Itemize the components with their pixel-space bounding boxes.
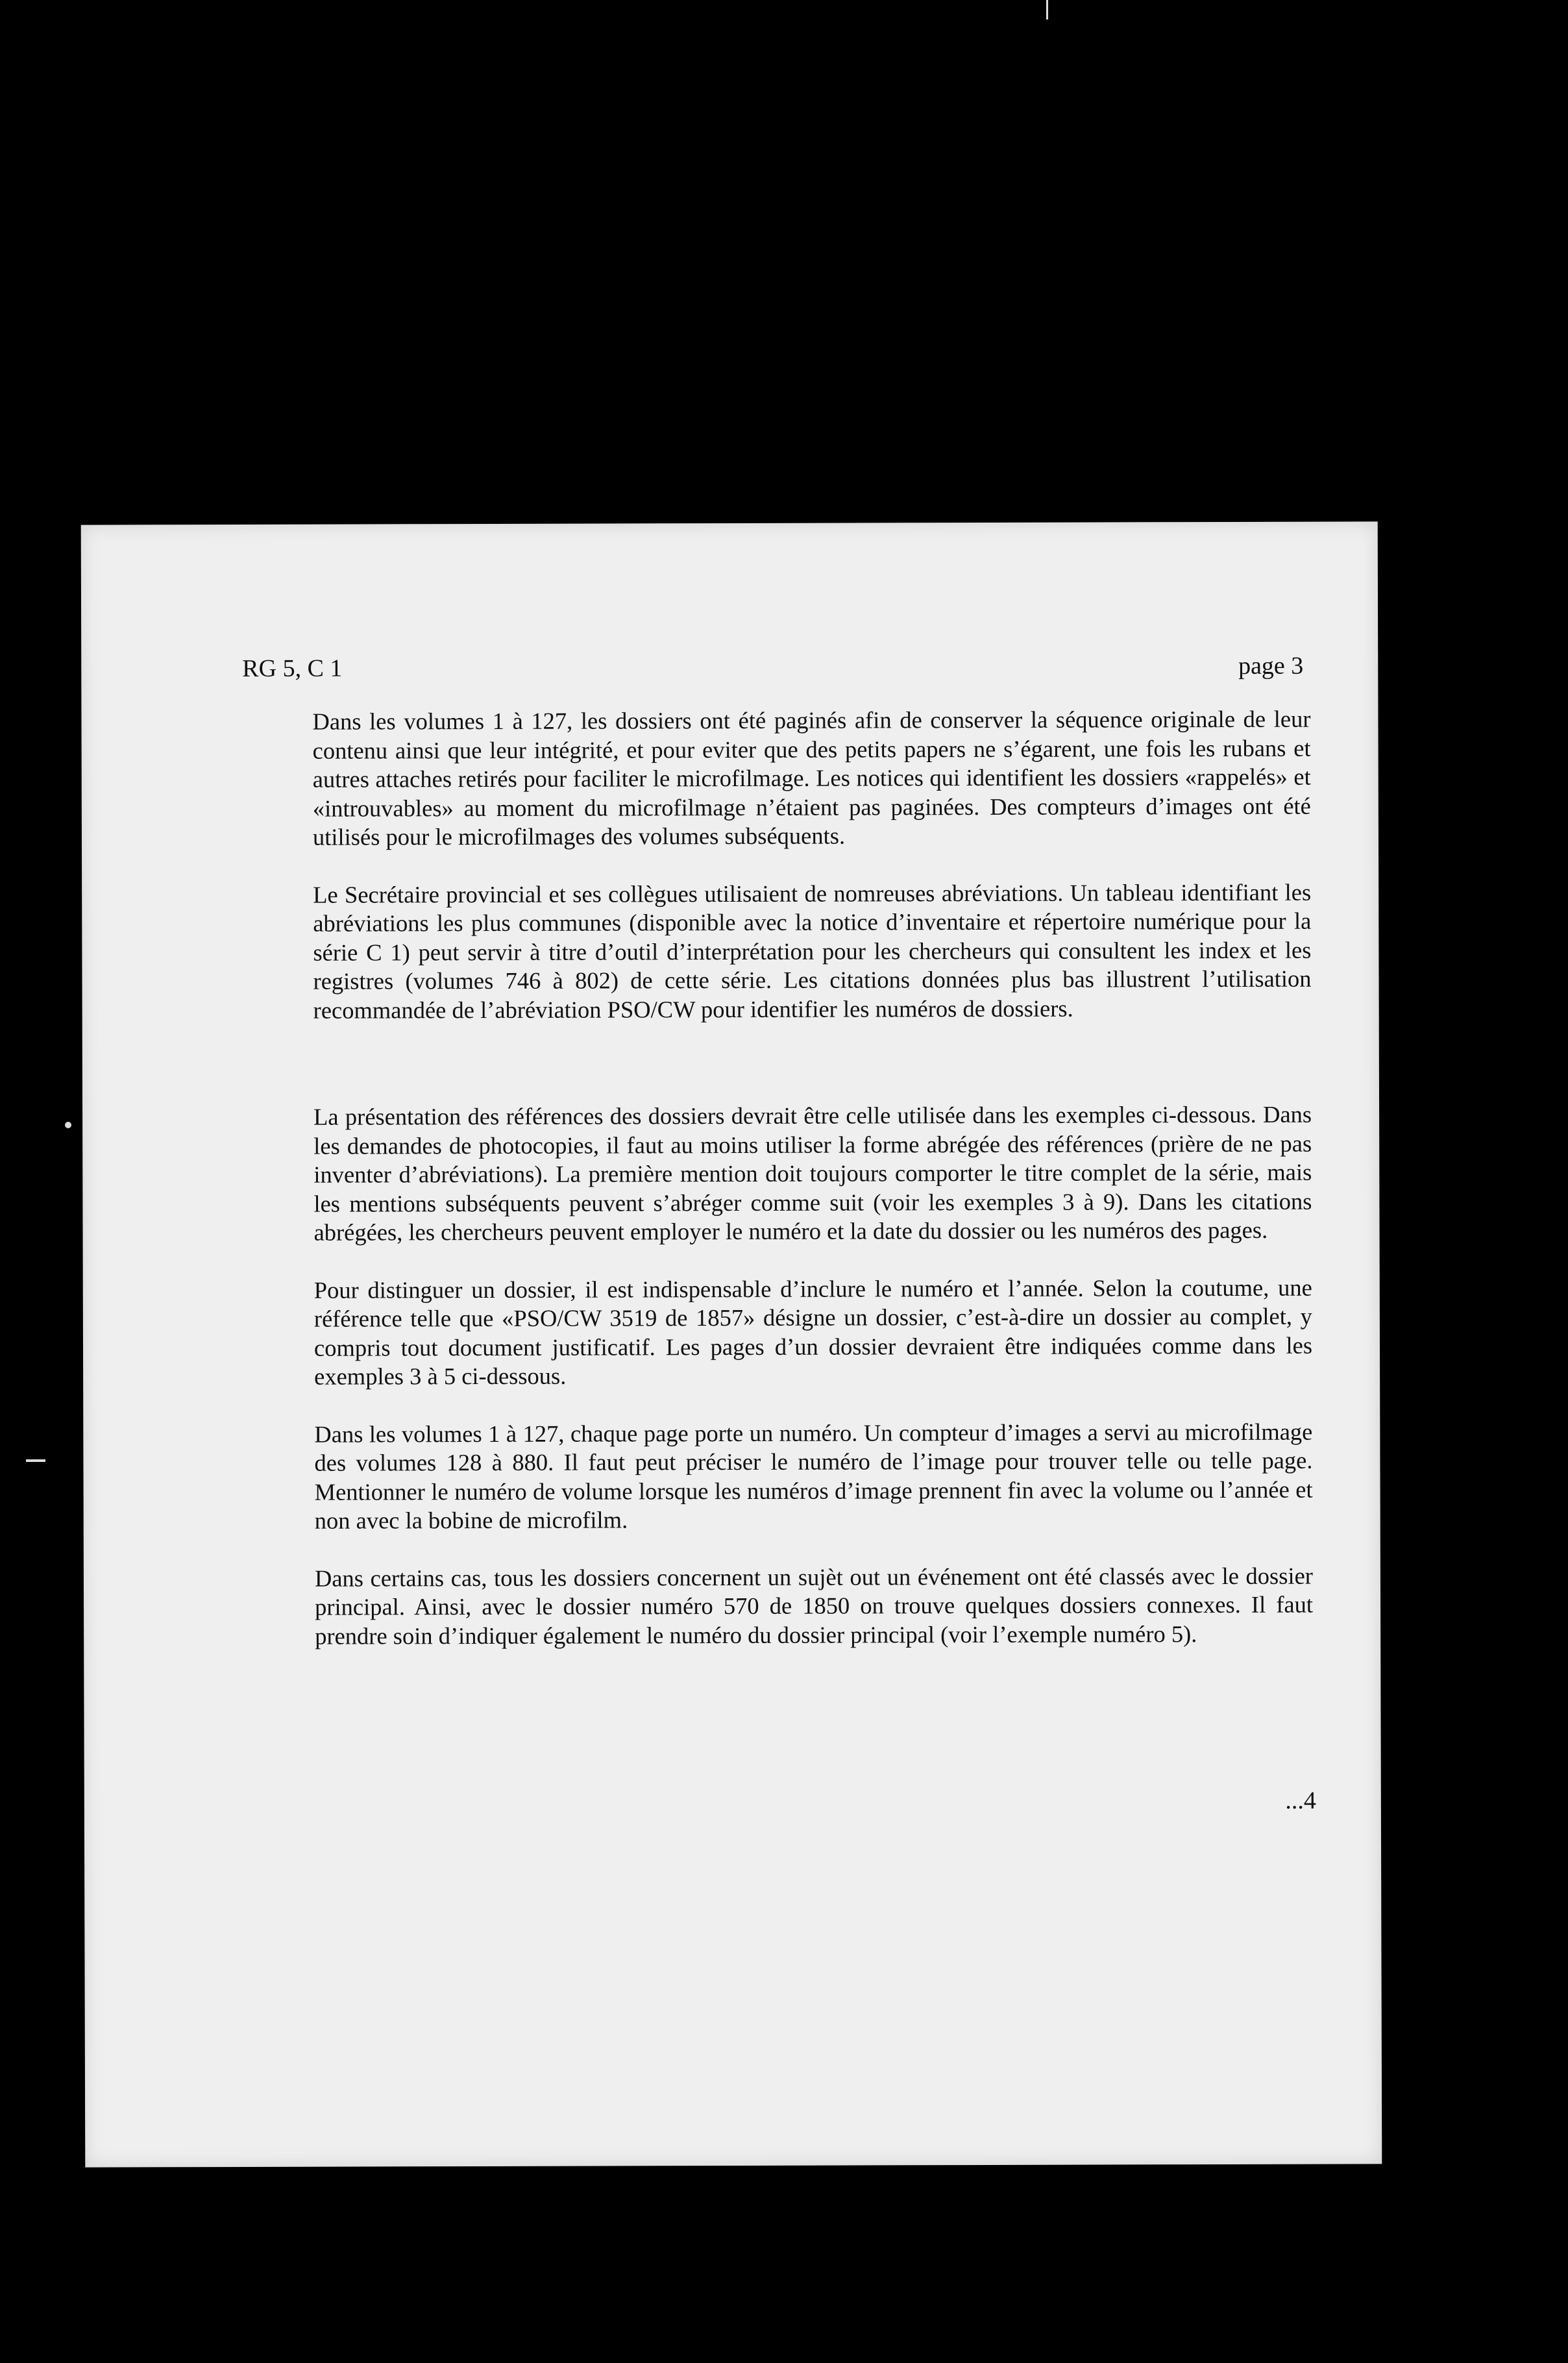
scan-artifact (65, 1122, 71, 1128)
document-body (312, 705, 1313, 1679)
paragraph: Dans les volumes 1 à 127, les dossiers ont été paginés afin de conserver la séquence originale de leur contenu ainsi que leur intégrité, et pour eviter que des petits papers ne s’égarent, une fois les rubans et autres attaches retirés pour faciliter le microfilmage. Les notices qui identifient les dossiers «rappelés» et «introuvables» au moment du microfilmage n’étaient pas paginées. Des compteurs d’images ont été utilisés pour le microfilmages des volumes subséquents. (312, 705, 1311, 850)
paragraph: Dans les volumes 1 à 127, chaque page porte un numéro. Un compteur d’images a servi au microfilmage des volumes 128 à 880. Il faut peut préciser le numéro de l’image pour trouver telle ou telle page. Mentionner le numéro de volume lorsque les numéros d’image prennent fin avec la volume ou l’année et non avec la bobine de microfilm. (314, 1418, 1313, 1534)
continuation-marker: ...4 (1285, 1787, 1316, 1814)
scan-artifact (26, 1459, 45, 1462)
paragraph: La présentation des références des dossiers devrait être celle utilisée dans les exemples ci-dessous. Dans les demandes de photocopies, il faut au moins utiliser la forme abrégée des références (prière de ne pas inventer d’abréviations). La première mention doit toujours comporter le titre complet de la série, mais les mentions subséquents peuvent s’abréger comme suit (voir les exemples 3 à 9). Dans les citations abrégées, les chercheurs peuvent employer le numéro et la date du dossier ou les numéros des pages. (313, 1100, 1312, 1246)
page-header (242, 652, 1304, 682)
paragraph: Le Secrétaire provincial et ses collègues utilisaient de nomreuses abréviations. Un tableau identifiant les abréviations les plus communes (disponible avec la notice d’inventaire et répertoire numérique pour la série C 1) peut servir à titre d’outil d’interprétation pour les chercheurs qui consultent les index et les registres (volumes 746 à 802) de cette série. Les citations données plus bas illustrent l’utilisation recommandée de l’abréviation PSO/CW pour identifier les numéros de dossiers. (313, 878, 1312, 1024)
series-reference: RG 5, C 1 (242, 654, 343, 682)
document-page (81, 521, 1382, 2167)
scan-artifact (1046, 0, 1048, 19)
paragraph: Pour distinguer un dossier, il est indispensable d’inclure le numéro et l’année. Selon la coutume, une référence telle que «PSO/CW 3519 de 1857» désigne un dossier, c’est-à-dire un dossier au complet, y compris tout document justificatif. Les pages d’un dossier devraient être indiquées comme dans les exemples 3 à 5 ci-dessous. (313, 1274, 1313, 1390)
paragraph: Dans certains cas, tous les dossiers concernent un sujèt out un événement ont été classés avec le dossier principal. Ainsi, avec le dossier numéro 570 de 1850 on trouve quelques dossiers connexes. Il faut prendre soin d’indiquer également le numéro du dossier principal (voir l’exemple numéro 5). (314, 1562, 1314, 1650)
page-number: page 3 (1238, 652, 1304, 680)
